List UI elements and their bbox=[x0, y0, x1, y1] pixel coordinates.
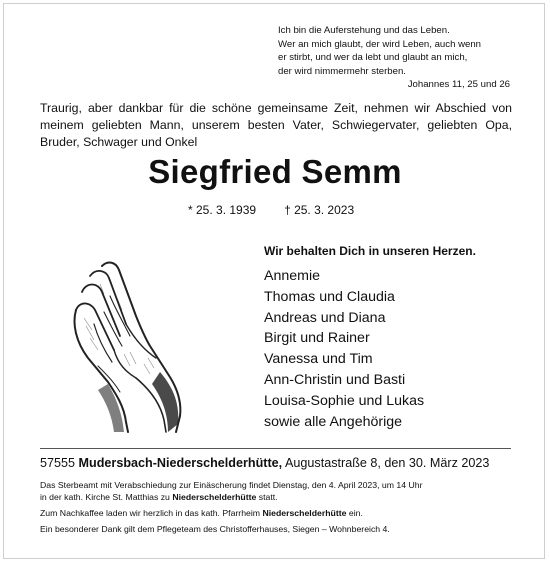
intro-line: Bruder, Schwager und Onkel bbox=[40, 135, 198, 149]
intro-line: Traurig, aber dankbar für die schöne gemeinsame Zeit, nehmen wir Abschied von bbox=[40, 101, 512, 115]
deceased-name: Siegfried Semm bbox=[148, 153, 402, 190]
life-dates bbox=[188, 203, 354, 217]
mourner-name: Andreas und Diana bbox=[264, 309, 386, 326]
notes-line: Ein besonderer Dank gilt dem Pflegeteam des Christofferhauses, Siegen – Wohnbereich 4. bbox=[40, 524, 390, 534]
remembrance-line: Wir behalten Dich in unseren Herzen. bbox=[264, 244, 476, 258]
death-date: † 25. 3. 2023 bbox=[284, 203, 355, 217]
notes-text: in der kath. Kirche St. Matthias zu bbox=[40, 492, 173, 502]
quote-line: Ich bin die Auferstehung und das Leben. bbox=[278, 25, 450, 36]
quote-line: der wird nimmermehr sterben. bbox=[278, 65, 406, 77]
notes-line bbox=[40, 491, 512, 503]
notes-text: ein. bbox=[346, 508, 363, 518]
service-notes bbox=[40, 479, 512, 535]
birth-date: * 25. 3. 1939 bbox=[188, 203, 257, 217]
mourner-name: Annemie bbox=[264, 268, 320, 284]
address-place: Mudersbach-Niederschelderhütte, bbox=[78, 456, 283, 470]
mourners-list bbox=[264, 266, 424, 432]
mourner-name: Birgit und Rainer bbox=[264, 330, 370, 347]
notes-line bbox=[40, 507, 512, 519]
address-line bbox=[40, 456, 489, 470]
mourner-name: Ann-Christin und Basti bbox=[264, 371, 406, 388]
mourner-name: Thomas und Claudia bbox=[264, 288, 395, 305]
address-zip: 57555 bbox=[40, 456, 76, 470]
bible-quote bbox=[278, 24, 510, 92]
mourner-name: Louisa-Sophie und Lukas bbox=[264, 392, 425, 409]
quote-source: Johannes 11, 25 und 26 bbox=[407, 79, 510, 90]
mourner-name: sowie alle Angehörige bbox=[264, 413, 403, 430]
address-street-date: Augustastraße 8, den 30. März 2023 bbox=[285, 456, 490, 470]
quote-line: Wer an mich glaubt, der wird Leben, auch wenn bbox=[278, 38, 482, 50]
notes-text: Zum Nachkaffee laden wir herzlich in das kath. Pfarrheim bbox=[40, 508, 263, 518]
notes-place: Niederschelderhütte bbox=[172, 492, 257, 502]
notes-line: Das Sterbeamt mit Verabschiedung zur Einäscherung findet Dienstag, den 4. April 2023, um 14 Uhr bbox=[40, 480, 423, 490]
praying-hands-icon bbox=[64, 254, 206, 434]
mourner-name: Vanessa und Tim bbox=[264, 351, 373, 368]
intro-text bbox=[40, 100, 512, 151]
quote-line: er stirbt, und wer da lebt und glaubt an mich, bbox=[278, 52, 468, 63]
divider bbox=[40, 448, 511, 449]
intro-line: meinem geliebten Mann, unserem besten Vater, Schwiegervater, geliebten Opa, bbox=[40, 118, 512, 132]
notes-place: Niederschelderhütte bbox=[262, 508, 347, 518]
notes-text: statt. bbox=[256, 492, 278, 502]
